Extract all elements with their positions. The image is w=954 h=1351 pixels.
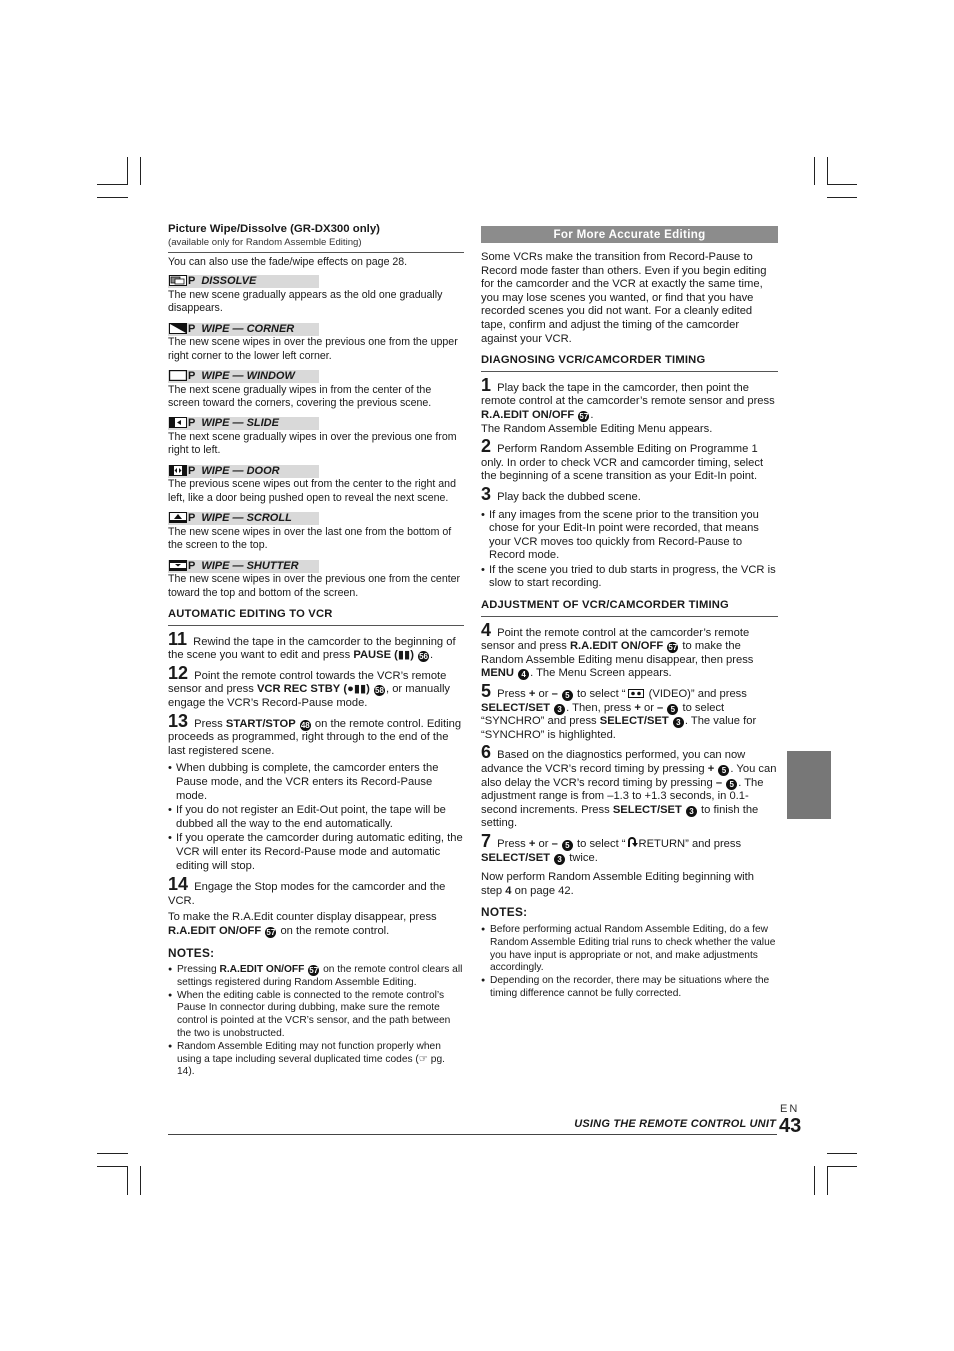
return-arrow-icon (626, 837, 638, 848)
crop-mark (140, 157, 141, 185)
effect-wipe-shutter (168, 560, 464, 600)
list-item: • When dubbing is complete, the camcorder enters the Pause mode, and the VCR enters its Record-Pause mode. (168, 762, 464, 803)
adjustment-heading: ADJUSTMENT OF VCR/CAMCORDER TIMING (481, 599, 778, 617)
effect-tag (168, 465, 319, 478)
step-13 (168, 710, 464, 759)
list-item: • If any images from the scene prior to the transition you chose for your Edit-In point were recorded, that means your VCR moves too quickly from Record-Pause to Record mode. (481, 509, 778, 563)
effect-title: WIPE — WINDOW (201, 370, 295, 382)
note-text: on the remote control clears all settings registered during Random Assemble Editing. (177, 964, 463, 988)
step-3 (481, 483, 778, 505)
button-name: START/STOP (225, 717, 296, 730)
pause-symbol: (▮▮) (394, 649, 414, 662)
pointing-hand-icon: ☞ (418, 1053, 428, 1065)
dissolve-icon (169, 275, 187, 286)
step-7 (481, 830, 778, 865)
step-text: , or manually engage the VCR’s Record-Pause mode. (168, 683, 451, 709)
step-14 (168, 874, 464, 908)
step-text: on page 42. (514, 884, 574, 897)
callout-number: 57 (309, 966, 319, 976)
video-cassette-icon (628, 689, 644, 698)
step-text: Play back the tape in the camcorder, then point the remote control at the camcorder’s remote sensor and press (481, 381, 775, 408)
callout-number: 4 (518, 669, 529, 680)
effect-description: The new scene wipes in over the previous one from the upper right corner to the lower left corner. (168, 336, 458, 362)
wipe-slide-icon (169, 417, 187, 428)
divider (168, 252, 464, 253)
section-side-tab (787, 751, 831, 819)
crop-mark (97, 1153, 128, 1154)
notes-heading: NOTES: (168, 945, 215, 960)
effect-description: The new scene wipes in over the last one from the bottom of the screen to the top. (168, 525, 452, 552)
effect-title: WIPE — DOOR (201, 464, 280, 477)
crop-mark (827, 184, 857, 185)
step-text: to make the Random Assemble Editing menu disappear, then press (481, 640, 754, 666)
step-text: (VIDEO)” and press (648, 688, 747, 701)
step-text: or (538, 688, 549, 701)
minus-button: – (551, 837, 558, 850)
wipe-door-icon (169, 465, 187, 476)
callout-number: 5 (726, 779, 737, 790)
effect-tag (168, 275, 319, 288)
callout-number: 3 (673, 717, 684, 728)
crop-mark (127, 157, 128, 185)
callout-number: 57 (579, 411, 589, 421)
crop-mark (97, 184, 128, 185)
wipe-shutter-icon (169, 560, 187, 571)
step-text: . The Menu Screen appears. (530, 667, 672, 680)
callout-number: 58 (375, 686, 384, 696)
final-instruction (481, 871, 778, 898)
program-mark: P (188, 417, 196, 430)
button-name: SELECT/SET (481, 701, 550, 714)
step-text: on the remote control. (280, 924, 390, 937)
program-mark: P (188, 512, 196, 525)
step-text: Press (497, 837, 526, 850)
effect-description: The next scene gradually wipes in over the previous one from right to left. (168, 431, 457, 457)
list-item (168, 1041, 464, 1079)
list-item: • If the scene you tried to dub starts in progress, the VCR is slow to start recording. (481, 564, 778, 591)
effect-title: WIPE — SCROLL (201, 512, 292, 525)
minus-button: – (551, 688, 558, 701)
step-number: 5 (481, 681, 492, 702)
effect-description: The new scene wipes in over the previous one from the center toward the top and bottom of the screen. (168, 573, 461, 599)
program-mark: P (188, 559, 196, 572)
step-text: twice. (569, 851, 598, 864)
callout-number: 57 (668, 643, 678, 653)
page-number: 43 (779, 1115, 802, 1137)
callout-number: 57 (266, 927, 276, 937)
note-text: Pressing (177, 964, 217, 976)
program-mark: P (188, 464, 196, 477)
picture-wipe-title: Picture Wipe/Dissolve (GR-DX300 only) (168, 223, 380, 235)
language-code: EN (780, 1103, 800, 1115)
step-number: 14 (168, 874, 189, 895)
step-text: to finish the setting. (481, 803, 759, 830)
step-text: Press (194, 717, 223, 730)
effect-tag (168, 323, 319, 336)
callout-number: 5 (667, 704, 678, 715)
notes-list (481, 924, 778, 1001)
callout-number: 3 (554, 704, 565, 715)
button-name: R.A.EDIT ON/OFF (219, 964, 305, 976)
step-reference: 4 (505, 884, 512, 897)
effect-title: WIPE — SLIDE (201, 417, 279, 430)
step-5 (481, 681, 778, 742)
wipe-corner-icon (169, 323, 187, 334)
plus-button: + (707, 763, 715, 775)
plus-button: + (528, 837, 536, 850)
button-name: SELECT/SET (612, 803, 682, 816)
callout-number: 48 (300, 720, 310, 730)
crop-mark (97, 1166, 128, 1167)
step-text: . The value for “SYNCHRO” is highlighted. (481, 715, 757, 741)
effect-title: DISSOLVE (201, 275, 257, 288)
step-text: Point the remote control towards the VCR’s remote sensor and press (168, 669, 447, 696)
step-text: Now perform Random Assemble Editing beginning with step (481, 871, 754, 897)
step-text: Based on the diagnostics performed, you can now advance the VCR’s record timing by pressing (481, 749, 746, 775)
crop-mark (814, 157, 815, 185)
callout-number: 5 (562, 690, 573, 701)
step-text: to select “ (577, 837, 626, 850)
effect-wipe-scroll (168, 512, 464, 552)
list-item: • If you operate the camcorder during automatic editing, the VCR will enter its Record-Pause mode and automatic editing will stop. (168, 832, 464, 873)
list-item: • If you do not register an Edit-Out point, the tape will be dubbed all the way to the end automatically. (168, 804, 464, 831)
effect-description: The next scene gradually wipes in from the center of the screen toward the corners, covering the previous scene. (168, 383, 432, 409)
program-mark: P (188, 322, 196, 335)
step-6 (481, 742, 778, 831)
diagnosing-heading: DIAGNOSING VCR/CAMCORDER TIMING (481, 354, 778, 372)
counter-hide-instruction (168, 911, 464, 938)
button-name: VCR REC STBY (256, 683, 341, 696)
step-text: RETURN” and press (638, 837, 742, 850)
wipe-scroll-icon (169, 512, 187, 523)
callout-number: 5 (718, 765, 729, 776)
step-12 (168, 662, 464, 711)
auto-editing-heading: AUTOMATIC EDITING TO VCR (168, 608, 464, 626)
step-11: 11 Rewind the tape in the camcorder to the beginning of the scene you want to edit and press PAUSE (▮▮) 56 . (168, 628, 456, 662)
crop-mark (827, 1166, 857, 1167)
step-text: Engage the Stop modes for the camcorder and the VCR. (168, 881, 446, 907)
crop-mark (140, 1166, 141, 1195)
button-name: PAUSE (353, 649, 392, 662)
notes-heading: NOTES: (481, 905, 528, 920)
crop-mark (827, 1166, 828, 1195)
step-text: Point the remote control at the camcorder’s remote sensor and press (481, 626, 750, 653)
callout-number: 5 (562, 840, 573, 851)
step-text: to select “SYNCHRO” and press (481, 701, 725, 728)
program-mark: P (188, 275, 196, 288)
effect-tag (168, 417, 319, 430)
minus-button: – (715, 776, 723, 789)
diagnosing-bullets (481, 509, 778, 592)
effect-wipe-window (168, 370, 464, 410)
effect-tag (168, 512, 319, 525)
step-text: to select “ (577, 688, 626, 701)
picture-wipe-subtitle: (available only for Random Assemble Editing) (168, 236, 362, 248)
left-column (168, 220, 464, 1079)
crop-mark (827, 197, 857, 198)
step-number: 11 (168, 628, 188, 649)
wipe-window-icon (169, 370, 187, 381)
effect-dissolve (168, 275, 464, 315)
step-text: on the remote control. (314, 717, 424, 730)
effect-wipe-corner (168, 323, 464, 363)
step-text: Perform Random Assemble Editing on Programme 1 only. In order to check VCR and camcorder timing, select the beginning of a scene transition as your Edit-In point. (481, 443, 764, 483)
effect-description: The previous scene wipes out from the center to the right and left, like a door being pushed open to reveal the next scene. (168, 478, 456, 504)
crop-mark (814, 1166, 815, 1195)
step-number: 12 (168, 662, 189, 683)
step-text: Editing proceeds as programmed, right through to the end of the last registered scene. (168, 717, 462, 757)
crop-mark (97, 197, 128, 198)
crop-mark (827, 157, 828, 185)
step-text: . The adjustment range is from –1.3 to +1.3 seconds, in 0.1-second increments. Press (481, 776, 764, 816)
button-name: SELECT/SET (599, 715, 669, 728)
callout-number: 3 (554, 854, 565, 865)
list-item: ● Before performing actual Random Assemble Editing, do a few Random Assemble Editing trial runs to check whether the value you have input is appropriate or not, and make adjustments accordingly. (481, 924, 778, 975)
step-number: 1 (481, 374, 492, 395)
button-name: SELECT/SET (481, 851, 550, 864)
step-number: 6 (481, 742, 492, 763)
button-name: MENU (481, 667, 514, 680)
footer-section-title: USING THE REMOTE CONTROL UNIT (574, 1118, 776, 1130)
effect-description: The new scene gradually appears as the old one gradually disappears. (168, 288, 443, 315)
effect-wipe-slide (168, 417, 464, 457)
right-column (481, 226, 778, 1001)
note-text: Random Assemble Editing may not function properly when using a tape including several duplicated time codes ( (177, 1040, 441, 1065)
step-number: 4 (481, 619, 492, 640)
effect-wipe-door (168, 465, 464, 505)
effect-title: WIPE — SHUTTER (201, 559, 299, 572)
step-text: Play back the dubbed scene. (497, 490, 641, 503)
note-text: pg. 14). (177, 1053, 445, 1078)
button-name: R.A.EDIT ON/OFF (481, 408, 575, 421)
crop-mark (127, 1166, 128, 1195)
callout-number: 56 (419, 652, 428, 662)
list-item: ● Depending on the recorder, there may be situations where the timing difference cannot be fully corrected. (481, 975, 778, 1001)
effect-title: WIPE — CORNER (201, 322, 295, 335)
step-number: 2 (481, 436, 492, 457)
auto-editing-bullets (168, 762, 464, 873)
step-text: The Random Assemble Editing Menu appears. (481, 422, 713, 435)
step-text: Press (497, 688, 526, 701)
plus-button: + (634, 701, 641, 714)
step-text: . Then, press (566, 701, 632, 714)
list-item: ● When the editing cable is connected to the remote control’s Pause In connector during dubbing, make sure the remote control is pointed at the VCR’s sensor, and the path between the two is unobstructed. (168, 990, 464, 1041)
step-1: 1 Play back the tape in the camcorder, then point the remote control at the camcorder’s remote sensor and press R.A.EDIT ON/OFF 57 . The Random Assemble Editing Menu appears. (481, 374, 775, 435)
effect-tag (168, 560, 319, 573)
step-text: Rewind the tape in the camcorder to the beginning of the scene you want to edit and press (168, 635, 456, 662)
program-mark: P (188, 370, 196, 382)
picture-wipe-intro: You can also use the fade/wipe effects on page 28. (168, 255, 408, 268)
list-item (168, 964, 464, 990)
button-name: R.A.EDIT ON/OFF (168, 924, 262, 937)
step-number: 7 (481, 830, 492, 851)
step-number: 3 (481, 483, 492, 504)
button-name: R.A.EDIT ON/OFF (569, 640, 664, 653)
footer-divider (168, 1134, 777, 1135)
minus-button: – (657, 701, 664, 714)
step-4 (481, 619, 778, 681)
plus-button: + (528, 688, 536, 701)
section-banner: For More Accurate Editing (481, 226, 778, 243)
accurate-editing-intro: Some VCRs make the transition from Record-Pause to Record mode faster than others. Even if you begin editing for the camcorder and the VCR at exactly the same time, you may lose scenes you wanted, or find that you have recorded scenes you did not want. For a cleanly edited tape, confirm and adjust the timing of the camcorder against your VCR. (481, 251, 767, 345)
step-text: To make the R.A.Edit counter display disappear, press (168, 911, 437, 924)
step-2 (481, 436, 778, 484)
notes-list (168, 964, 464, 1079)
callout-number: 3 (686, 806, 697, 817)
effect-tag (168, 370, 319, 383)
step-text: or (538, 837, 549, 850)
step-text: . You can also delay the VCR’s record timing by pressing (481, 763, 777, 789)
step-number: 13 (168, 710, 189, 731)
step-text: or (643, 701, 654, 714)
crop-mark (827, 1153, 857, 1154)
rec-pause-symbol: (●▮▮) (343, 683, 370, 696)
